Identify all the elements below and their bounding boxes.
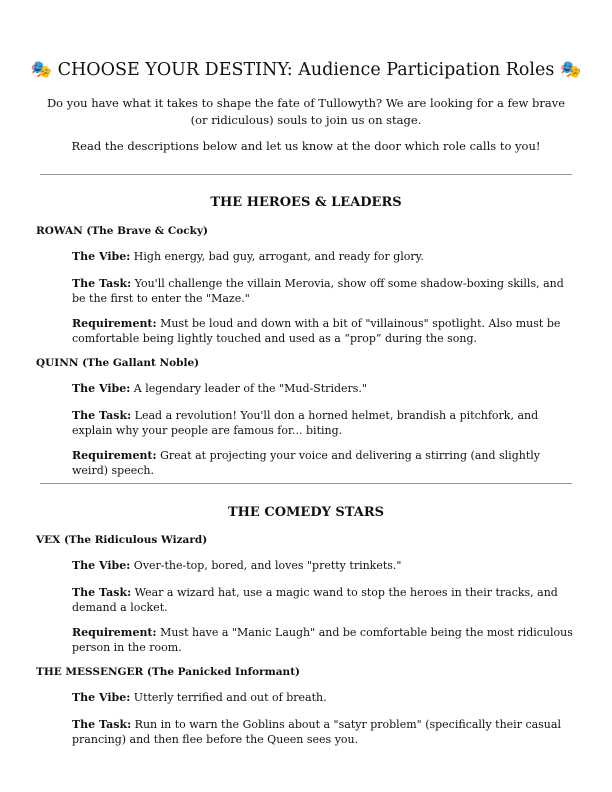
- requirement-label: Requirement:: [72, 626, 157, 639]
- task-text: Run in to warn the Goblins about a "satyr problem" (specifically their casual prancing) and then flee before the Queen sees you.: [72, 718, 561, 746]
- task-label: The Task:: [72, 586, 132, 599]
- requirement-text: Must have a "Manic Laugh" and be comfortable being the most ridiculous person in the room.: [72, 626, 573, 654]
- section-heading-heroes: THE HEROES & LEADERS: [210, 195, 402, 210]
- vibe-text: Over-the-top, bored, and loves "pretty trinkets.": [133, 559, 402, 572]
- vibe-label: The Vibe:: [72, 691, 131, 704]
- task-text: You'll challenge the villain Merovia, show off some shadow-boxing skills, and be the first to enter the "Maze.": [72, 277, 564, 305]
- task-label: The Task:: [72, 277, 132, 290]
- role-task: [72, 276, 576, 306]
- role-name-vex: VEX (The Ridiculous Wizard): [36, 534, 208, 546]
- performing-arts-icon: 🎭: [30, 60, 53, 80]
- section-heading-comedy: THE COMEDY STARS: [227, 505, 385, 520]
- role-name-quinn: QUINN (The Gallant Noble): [36, 357, 200, 369]
- section-divider: [40, 483, 572, 484]
- requirement-label: Requirement:: [72, 317, 157, 330]
- role-requirement: [72, 316, 576, 346]
- vibe-label: The Vibe:: [72, 250, 131, 263]
- section-divider: [40, 174, 572, 175]
- role-task: [72, 717, 576, 747]
- role-requirement: [72, 625, 576, 655]
- intro-instructions: Read the descriptions below and let us know at the door which role calls to you!: [71, 139, 541, 153]
- requirement-label: Requirement:: [72, 449, 157, 462]
- page-title: [0, 60, 612, 80]
- role-task: [72, 408, 576, 438]
- role-name-messenger: THE MESSENGER (The Panicked Informant): [36, 666, 301, 678]
- performing-arts-icon: 🎭: [559, 60, 582, 80]
- vibe-label: The Vibe:: [72, 382, 131, 395]
- task-text: Wear a wizard hat, use a magic wand to stop the heroes in their tracks, and demand a locket.: [72, 586, 558, 614]
- requirement-text: Must be loud and down with a bit of "villainous" spotlight. Also must be comfortable being lightly touched and used as a “prop” during the song.: [72, 317, 561, 345]
- role-vibe: [72, 690, 576, 705]
- vibe-text: Utterly terrified and out of breath.: [133, 691, 327, 704]
- role-task: [72, 585, 576, 615]
- role-vibe: [72, 249, 576, 264]
- vibe-label: The Vibe:: [72, 559, 131, 572]
- role-vibe: [72, 381, 576, 396]
- task-text: Lead a revolution! You'll don a horned helmet, brandish a pitchfork, and explain why your people are famous for... biting.: [72, 409, 539, 437]
- task-label: The Task:: [72, 409, 132, 422]
- role-requirement: [72, 448, 576, 478]
- page-title-text: CHOOSE YOUR DESTINY: Audience Participation Roles: [57, 60, 555, 80]
- vibe-text: A legendary leader of the "Mud-Striders.": [133, 382, 367, 395]
- vibe-text: High energy, bad guy, arrogant, and ready for glory.: [133, 250, 424, 263]
- role-name-rowan: ROWAN (The Brave & Cocky): [36, 225, 209, 237]
- role-vibe: [72, 558, 576, 573]
- requirement-text: Great at projecting your voice and delivering a stirring (and slightly weird) speech.: [72, 449, 540, 477]
- task-label: The Task:: [72, 718, 132, 731]
- intro-paragraph: Do you have what it takes to shape the fate of Tullowyth? We are looking for a few brave (or ridiculous) souls to join us on stage.: [46, 96, 566, 127]
